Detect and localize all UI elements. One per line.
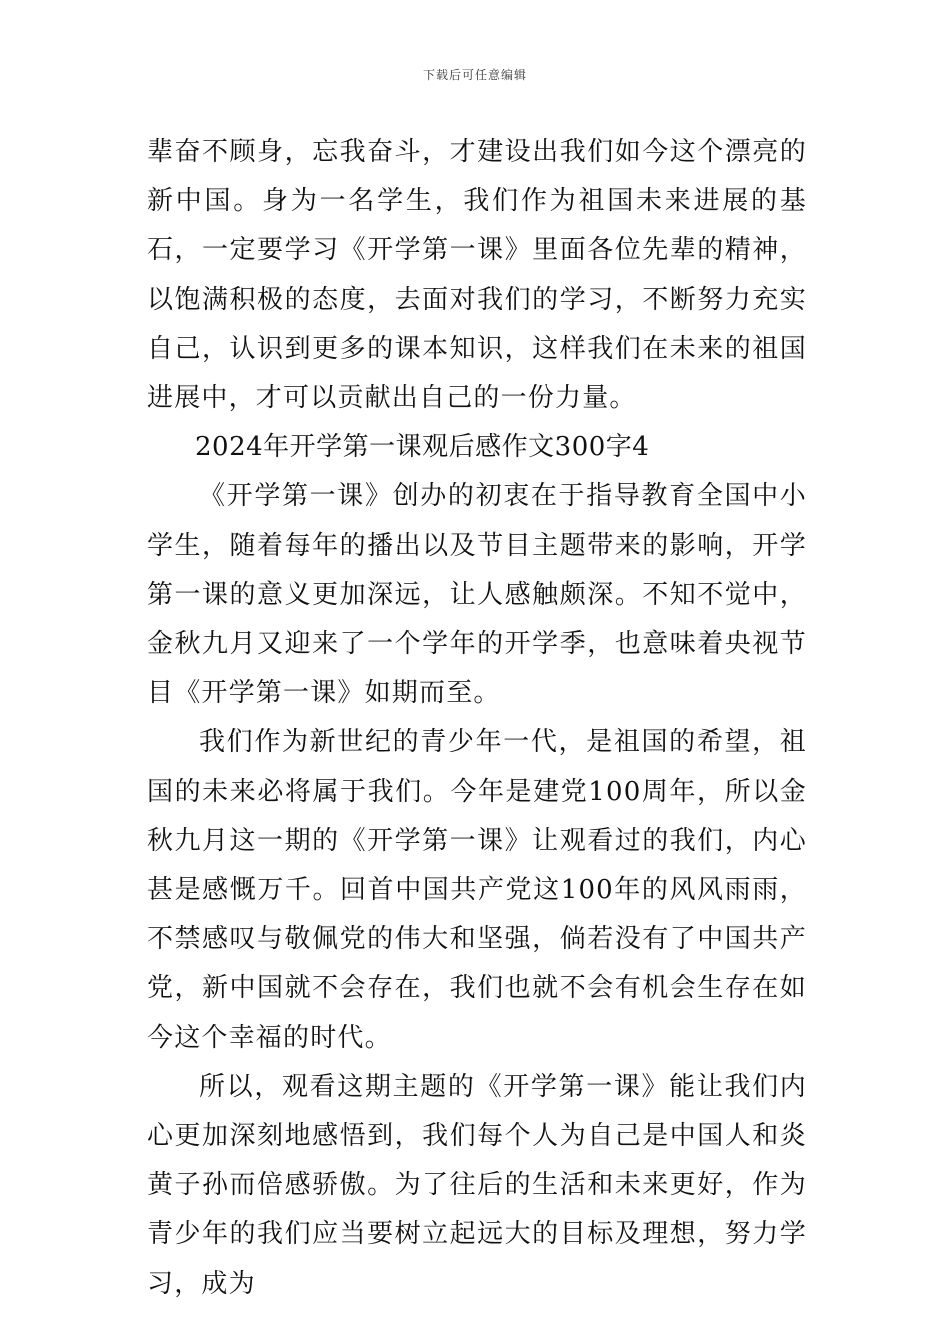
section-heading: 2024年开学第一课观后感作文300字4 (195, 432, 650, 463)
paragraph: 《开学第一课》创办的初衷在于指导教育全国中小学生，随着每年的播出以及节目主题带来的影响，开学第一课的意义更加深远，让人感触颇深。不知不觉中，金秋九月又迎来了一个学年的开学季，也意味着央视节目《开学第一课》如期而至。 (147, 481, 807, 709)
paragraph-continuation: 辈奋不顾身，忘我奋斗，才建设出我们如今这个漂亮的新中国。身为一名学生，我们作为祖国未来进展的基石，一定要学习《开学第一课》里面各位先辈的精神，以饱满积极的态度，去面对我们的学习，不断努力充实自己，认识到更多的课本知识，这样我们在未来的祖国进展中，才可以贡献出自己的一份力量。 (147, 137, 807, 414)
paragraph: 所以，观看这期主题的《开学第一课》能让我们内心更加深刻地感悟到，我们每个人为自己是中国人和炎黄子孙而倍感骄傲。为了往后的生活和未来更好，作为青少年的我们应当要树立起远大的目标及理想，努力学习，成为 (147, 1071, 807, 1299)
document-body (147, 128, 807, 1309)
header-note: 下载后可任意编辑 (422, 68, 527, 82)
paragraph: 我们作为新世纪的青少年一代，是祖国的希望，祖国的未来必将属于我们。今年是建党100周年，所以金秋九月这一期的《开学第一课》让观看过的我们，内心甚是感慨万千。回首中国共产党这100年的风风雨雨，不禁感叹与敬佩党的伟大和坚强，倘若没有了中国共产党，新中国就不会存在，我们也就不会有机会生存在如今这个幸福的时代。 (147, 727, 807, 1053)
